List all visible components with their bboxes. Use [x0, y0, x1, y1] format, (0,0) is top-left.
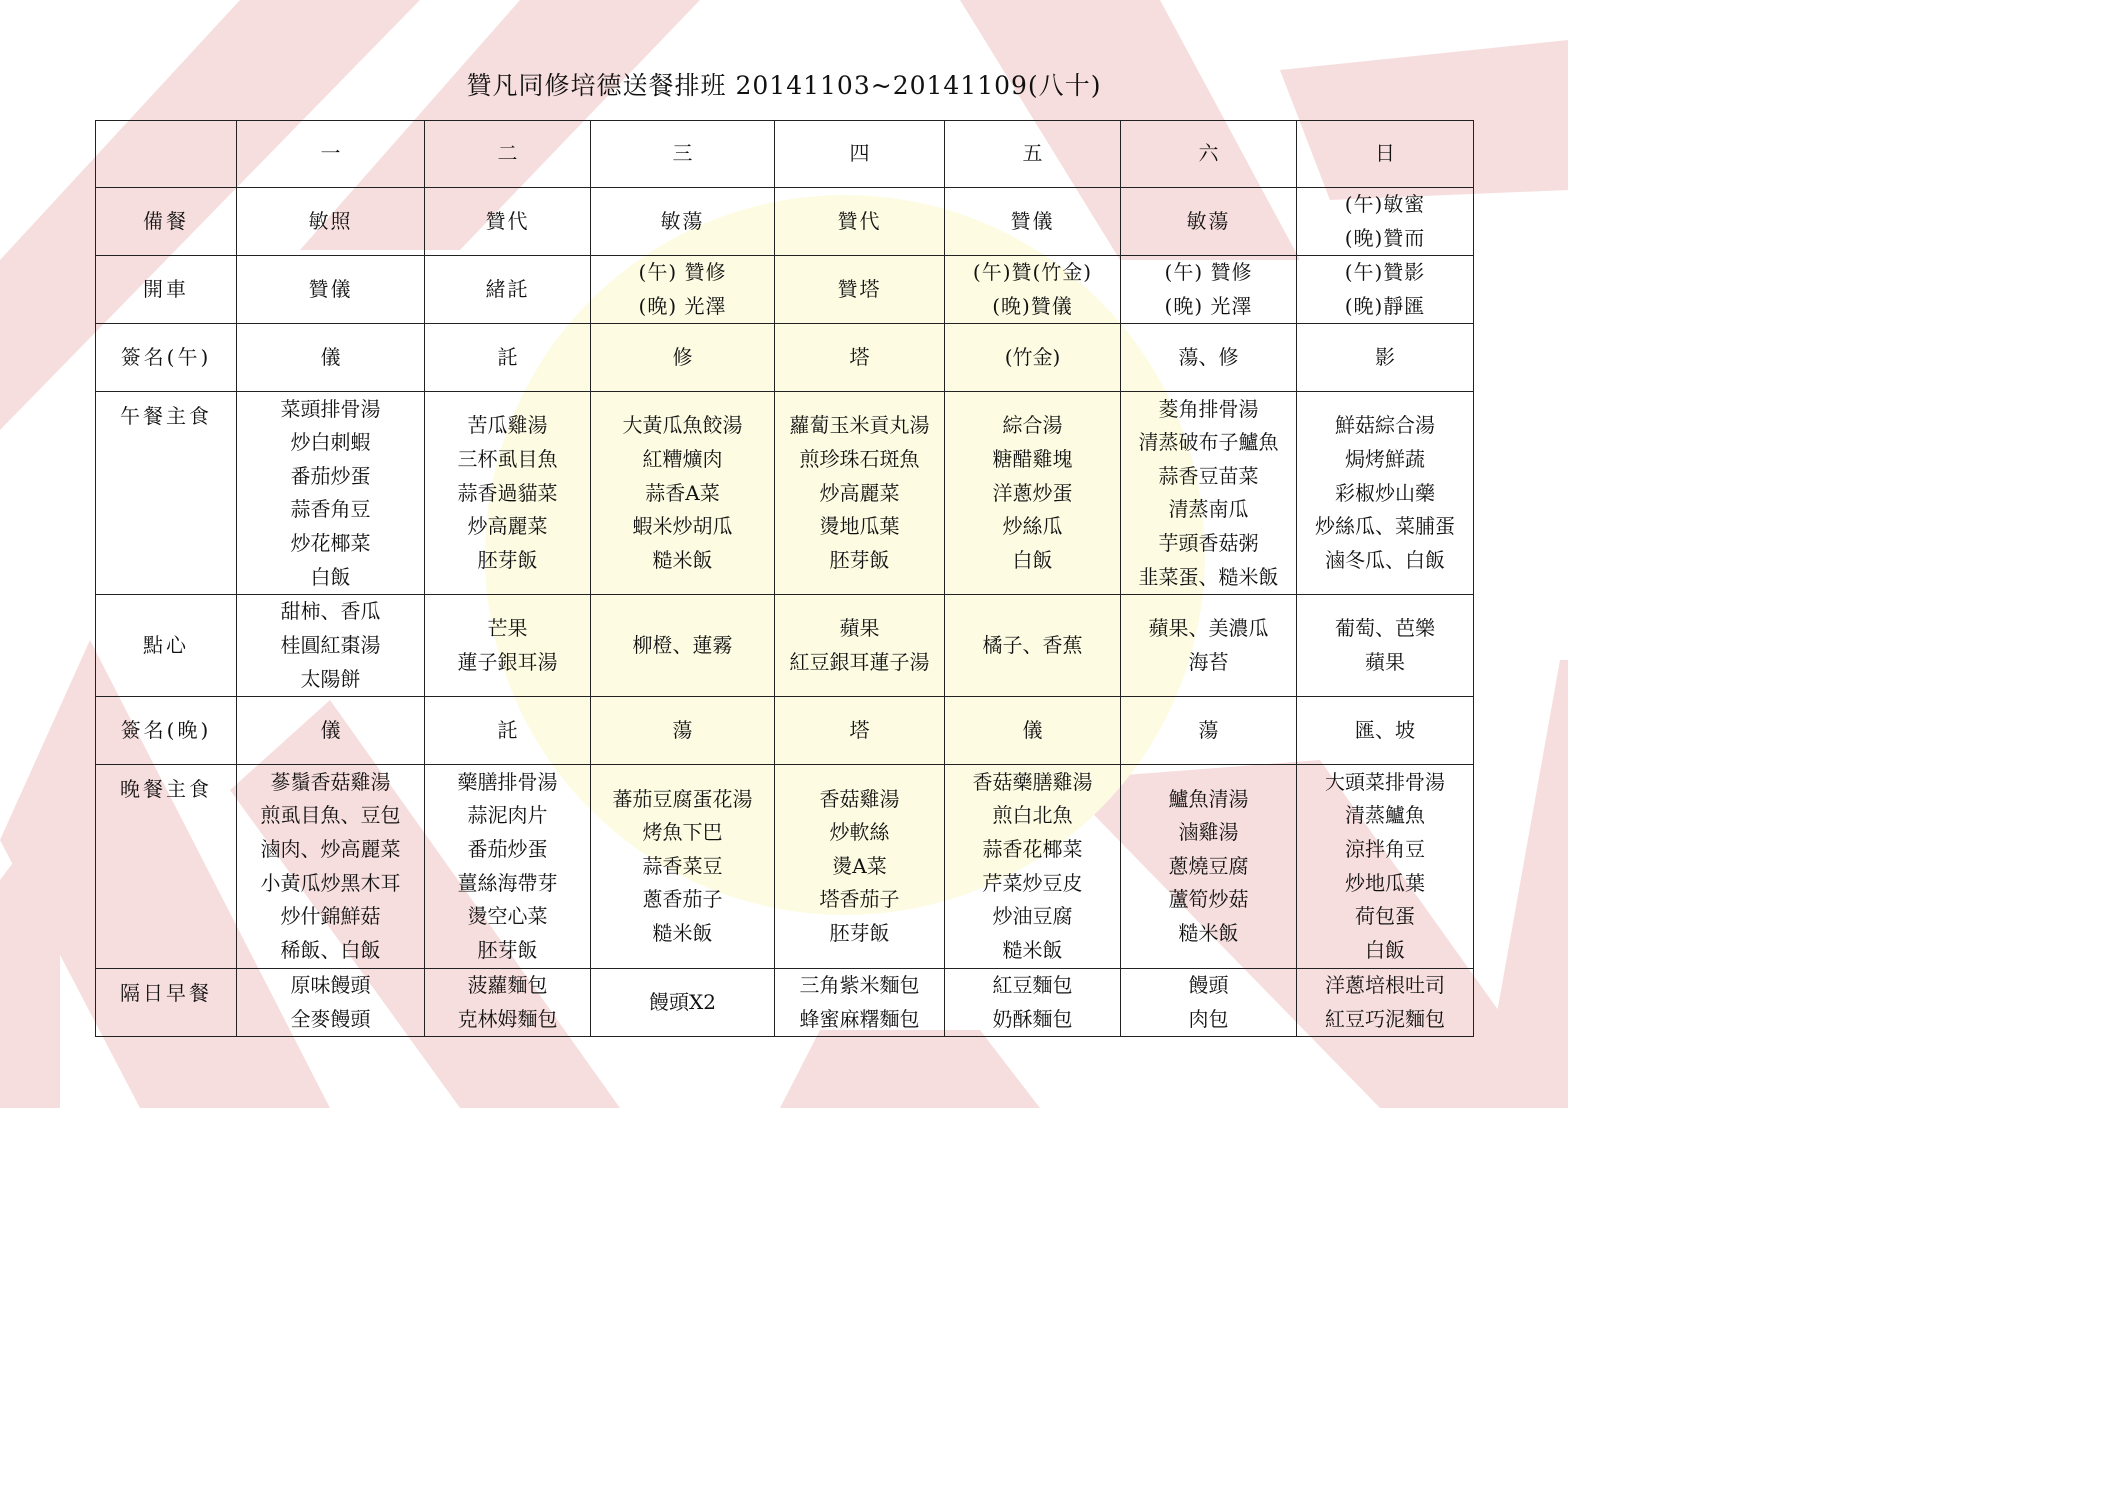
cell-line: (午) 贊修 — [638, 260, 727, 285]
driver-cell-fri — [945, 256, 1121, 324]
cell-line: 蕩 — [1198, 717, 1219, 742]
lunch-main-cell-mon — [237, 392, 425, 595]
dinner-main-cell-sun — [1297, 765, 1474, 969]
next-breakfast-cell-fri — [945, 969, 1121, 1037]
driver-cell-tue — [425, 256, 591, 324]
cell-line: 蒜香菜豆 — [642, 853, 723, 878]
cell-line: 贊塔 — [837, 276, 882, 301]
cell-line: 香菇雞湯 — [819, 786, 900, 811]
cell-line: 克林姆麵包 — [457, 1006, 558, 1031]
cell-line: 炒高麗菜 — [819, 480, 900, 505]
cell-line: 燙地瓜葉 — [819, 514, 900, 539]
cell-line: 洋蔥培根吐司 — [1325, 973, 1445, 998]
prep-cell-tue — [425, 188, 591, 256]
dinner-main-row — [96, 765, 1474, 969]
day-header-thu: 四 — [775, 121, 945, 188]
cell-line: 糙米飯 — [1002, 937, 1063, 962]
cell-line: 炒油豆腐 — [992, 904, 1073, 929]
lunch-main-cell-tue — [425, 392, 591, 595]
cell-line: 燙空心菜 — [467, 904, 548, 929]
snack-cell-tue — [425, 595, 591, 697]
cell-line: 滷肉、炒高麗菜 — [260, 837, 401, 862]
cell-line: 藥膳排骨湯 — [457, 769, 558, 794]
cell-line: 芹菜炒豆皮 — [982, 870, 1083, 895]
cell-line: 糖醋雞塊 — [992, 446, 1073, 471]
cell-line: 炒什錦鮮菇 — [280, 904, 381, 929]
prep-row — [96, 188, 1474, 256]
snack-cell-sun — [1297, 595, 1474, 697]
day-header-mon: 一 — [237, 121, 425, 188]
dinner-sign-cell-wed — [591, 697, 775, 765]
cell-line: 全麥饅頭 — [290, 1006, 371, 1031]
cell-line: 蘆筍炒菇 — [1168, 887, 1249, 912]
driver-cell-sat — [1121, 256, 1297, 324]
cell-line: 煎虱目魚、豆包 — [260, 803, 401, 828]
cell-line: 塔 — [849, 345, 870, 370]
cell-line: 敏蕩 — [1186, 208, 1231, 233]
dinner-sign-row — [96, 697, 1474, 765]
snack-cell-thu — [775, 595, 945, 697]
cell-line: 清蒸破布子鱸魚 — [1138, 430, 1279, 455]
cell-line: 彩椒炒山藥 — [1335, 480, 1435, 505]
cell-line: 蘿蔔玉米貢丸湯 — [789, 413, 930, 438]
lunch-sign-row — [96, 324, 1474, 392]
cell-line: 葡萄、芭樂 — [1335, 616, 1435, 641]
next-breakfast-cell-sun — [1297, 969, 1474, 1037]
cell-line: 烤魚下巴 — [642, 820, 723, 845]
driver-cell-thu — [775, 256, 945, 324]
cell-line: 炒絲瓜、菜脯蛋 — [1315, 514, 1455, 539]
prep-cell-wed — [591, 188, 775, 256]
lunch-main-cell-thu — [775, 392, 945, 595]
dinner-sign-cell-sun — [1297, 697, 1474, 765]
cell-line: 白飯 — [1012, 547, 1053, 572]
cell-line: 敏蕩 — [660, 208, 705, 233]
row-label-lunch-sign: 簽名(午) — [96, 324, 237, 392]
cell-line: 蔥燒豆腐 — [1168, 853, 1249, 878]
dinner-main-cell-mon — [237, 765, 425, 969]
cell-line: 修 — [672, 345, 693, 370]
lunch-sign-cell-fri — [945, 324, 1121, 392]
lunch-sign-cell-wed — [591, 324, 775, 392]
row-label-next-breakfast: 隔日早餐 — [96, 969, 237, 1037]
cell-line: 小黃瓜炒黑木耳 — [260, 870, 401, 895]
cell-line: 焗烤鮮蔬 — [1345, 446, 1425, 471]
day-header-sat: 六 — [1121, 121, 1297, 188]
dinner-main-cell-tue — [425, 765, 591, 969]
dinner-sign-cell-tue — [425, 697, 591, 765]
cell-line: 蒜香角豆 — [290, 497, 371, 522]
cell-line: 蜂蜜麻糬麵包 — [799, 1006, 920, 1031]
row-label-lunch-main: 午餐主食 — [96, 392, 237, 595]
cell-line: 饅頭X2 — [649, 989, 716, 1014]
lunch-sign-cell-sat — [1121, 324, 1297, 392]
day-header-fri: 五 — [945, 121, 1121, 188]
row-label-prep: 備餐 — [96, 188, 237, 256]
row-label-driver: 開車 — [96, 256, 237, 324]
cell-line: 胚芽飯 — [829, 547, 890, 572]
cell-line: 苦瓜雞湯 — [467, 413, 548, 438]
prep-cell-sun — [1297, 188, 1474, 256]
cell-line: 桂圓紅棗湯 — [280, 632, 381, 657]
cell-line: 紅豆麵包 — [992, 973, 1073, 998]
cell-line: 韭菜蛋、糙米飯 — [1138, 564, 1279, 589]
dinner-main-cell-sat — [1121, 765, 1297, 969]
lunch-main-cell-sun — [1297, 392, 1474, 595]
driver-cell-sun — [1297, 256, 1474, 324]
cell-line: 清蒸南瓜 — [1168, 497, 1249, 522]
cell-line: 儀 — [320, 717, 341, 742]
cell-line: 蒜香A菜 — [645, 480, 720, 505]
cell-line: 蒜泥肉片 — [467, 803, 548, 828]
cell-line: 蓮子銀耳湯 — [457, 649, 558, 674]
lunch-sign-cell-tue — [425, 324, 591, 392]
lunch-main-cell-sat — [1121, 392, 1297, 595]
day-header-sun: 日 — [1297, 121, 1474, 188]
cell-line: 炒地瓜葉 — [1345, 870, 1425, 895]
cell-line: 大頭菜排骨湯 — [1325, 769, 1445, 794]
cell-line: 儀 — [1022, 717, 1043, 742]
cell-line: (晚) 光澤 — [638, 293, 727, 318]
watermark-band — [780, 1030, 1040, 1108]
cell-line: 敏照 — [308, 208, 353, 233]
day-header-tue: 二 — [425, 121, 591, 188]
cell-line: 塔 — [849, 717, 870, 742]
cell-line: 菠蘿麵包 — [467, 973, 548, 998]
cell-line: 原味饅頭 — [290, 973, 371, 998]
lunch-sign-cell-mon — [237, 324, 425, 392]
prep-cell-fri — [945, 188, 1121, 256]
driver-cell-mon — [237, 256, 425, 324]
cell-line: 鮮菇綜合湯 — [1335, 413, 1435, 438]
cell-line: 影 — [1375, 345, 1395, 370]
cell-line: 三杯虱目魚 — [457, 446, 558, 471]
cell-line: 白飯 — [310, 564, 351, 589]
cell-line: 饅頭 — [1188, 973, 1229, 998]
cell-line: 紅豆銀耳蓮子湯 — [789, 649, 930, 674]
snack-cell-wed — [591, 595, 775, 697]
cell-line: 紅豆巧泥麵包 — [1325, 1006, 1445, 1031]
cell-line: 糙米飯 — [652, 921, 713, 946]
cell-line: 蘋果、美濃瓜 — [1148, 616, 1269, 641]
dinner-sign-cell-mon — [237, 697, 425, 765]
cell-line: (午)贊(竹金) — [972, 260, 1093, 285]
cell-line: (竹金) — [1004, 345, 1061, 370]
cell-line: 清蒸鱸魚 — [1345, 803, 1425, 828]
prep-cell-mon — [237, 188, 425, 256]
cell-line: 胚芽飯 — [829, 921, 890, 946]
dinner-main-cell-thu — [775, 765, 945, 969]
row-label-dinner-main: 晚餐主食 — [96, 765, 237, 969]
cell-line: 蔥香茄子 — [642, 887, 723, 912]
cell-line: 炒軟絲 — [829, 820, 890, 845]
schedule-table — [95, 120, 1474, 1037]
cell-line: (午)贊影 — [1344, 260, 1426, 285]
next-breakfast-row — [96, 969, 1474, 1037]
cell-line: 託 — [497, 717, 518, 742]
prep-cell-sat — [1121, 188, 1297, 256]
cell-line: 蘋果 — [839, 616, 880, 641]
dinner-main-cell-wed — [591, 765, 775, 969]
row-label-dinner-sign: 簽名(晚) — [96, 697, 237, 765]
dinner-sign-cell-thu — [775, 697, 945, 765]
cell-line: 白飯 — [1365, 937, 1405, 962]
cell-line: 肉包 — [1188, 1006, 1229, 1031]
cell-line: (晚)靜匯 — [1344, 293, 1426, 318]
cell-line: 煎珍珠石斑魚 — [799, 446, 920, 471]
snack-cell-fri — [945, 595, 1121, 697]
cell-line: 大黃瓜魚餃湯 — [622, 413, 743, 438]
prep-cell-thu — [775, 188, 945, 256]
lunch-sign-cell-sun — [1297, 324, 1474, 392]
cell-line: 荷包蛋 — [1355, 904, 1415, 929]
cell-line: 柳橙、蓮霧 — [632, 632, 733, 657]
cell-line: 緒託 — [485, 276, 530, 301]
cell-line: 蔘鬚香菇雞湯 — [270, 769, 391, 794]
cell-line: 菱角排骨湯 — [1158, 396, 1259, 421]
cell-line: (午)敏蜜 — [1344, 192, 1426, 216]
cell-line: (晚) 光澤 — [1164, 293, 1253, 318]
cell-line: 炒花椰菜 — [290, 530, 371, 555]
cell-line: 洋蔥炒蛋 — [992, 480, 1073, 505]
cell-line: 蒜香豆苗菜 — [1158, 463, 1259, 488]
snack-row — [96, 595, 1474, 697]
snack-cell-mon — [237, 595, 425, 697]
cell-line: 滷冬瓜、白飯 — [1325, 547, 1445, 572]
cell-line: 番茄炒蛋 — [467, 837, 548, 862]
day-header-wed: 三 — [591, 121, 775, 188]
cell-line: 芋頭香菇粥 — [1158, 530, 1259, 555]
cell-line: 匯、坡 — [1355, 717, 1415, 742]
cell-line: 蝦米炒胡瓜 — [632, 514, 733, 539]
watermark-band — [1480, 660, 1568, 1108]
cell-line: 炒高麗菜 — [467, 514, 548, 539]
cell-line: 贊代 — [485, 208, 530, 233]
cell-line: 炒白刺蝦 — [290, 430, 371, 455]
cell-line: 紅糟爌肉 — [642, 446, 723, 471]
lunch-main-row — [96, 392, 1474, 595]
row-label-snack: 點心 — [96, 595, 237, 697]
corner-cell — [96, 121, 237, 188]
cell-line: 炒絲瓜 — [1002, 514, 1063, 539]
cell-line: 蕃茄豆腐蛋花湯 — [612, 786, 753, 811]
next-breakfast-cell-mon — [237, 969, 425, 1037]
cell-line: 芒果 — [487, 616, 528, 641]
snack-cell-sat — [1121, 595, 1297, 697]
header-row — [96, 121, 1474, 188]
cell-line: 糙米飯 — [652, 547, 713, 572]
lunch-main-cell-fri — [945, 392, 1121, 595]
cell-line: 海苔 — [1188, 649, 1229, 674]
cell-line: 鱸魚清湯 — [1168, 786, 1249, 811]
cell-line: (晚)贊而 — [1344, 225, 1426, 250]
cell-line: (午) 贊修 — [1164, 260, 1253, 285]
cell-line: 三角紫米麵包 — [799, 973, 920, 998]
next-breakfast-cell-wed — [591, 969, 775, 1037]
cell-line: 香菇藥膳雞湯 — [972, 769, 1093, 794]
next-breakfast-cell-thu — [775, 969, 945, 1037]
cell-line: 蘋果 — [1365, 649, 1405, 674]
cell-line: 燙A菜 — [832, 853, 887, 878]
cell-line: 橘子、香蕉 — [982, 632, 1083, 657]
cell-line: 蒜香過貓菜 — [457, 480, 558, 505]
cell-line: 塔香茄子 — [819, 887, 900, 912]
cell-line: 太陽餅 — [300, 666, 361, 691]
dinner-sign-cell-sat — [1121, 697, 1297, 765]
cell-line: 涼拌角豆 — [1345, 837, 1425, 862]
cell-line: 煎白北魚 — [992, 803, 1073, 828]
cell-line: 託 — [497, 345, 518, 370]
lunch-sign-cell-thu — [775, 324, 945, 392]
cell-line: 稀飯、白飯 — [280, 937, 381, 962]
cell-line: 薑絲海帶芽 — [457, 870, 558, 895]
page-title: 贊凡同修培德送餐排班 20141103~20141109(八十) — [466, 71, 1102, 100]
cell-line: 胚芽飯 — [477, 547, 538, 572]
dinner-sign-cell-fri — [945, 697, 1121, 765]
next-breakfast-cell-tue — [425, 969, 591, 1037]
cell-line: 番茄炒蛋 — [290, 463, 371, 488]
cell-line: 蕩 — [672, 717, 693, 742]
cell-line: (晚)贊儀 — [992, 293, 1073, 318]
cell-line: 蒜香花椰菜 — [982, 837, 1083, 862]
driver-row — [96, 256, 1474, 324]
cell-line: 糙米飯 — [1178, 921, 1239, 946]
cell-line: 綜合湯 — [1002, 413, 1063, 438]
cell-line: 甜柿、香瓜 — [280, 599, 381, 624]
cell-line: 胚芽飯 — [477, 937, 538, 962]
next-breakfast-cell-sat — [1121, 969, 1297, 1037]
cell-line: 儀 — [320, 345, 341, 370]
dinner-main-cell-fri — [945, 765, 1121, 969]
cell-line: 贊代 — [837, 208, 882, 233]
cell-line: 蕩、修 — [1178, 345, 1239, 370]
cell-line: 菜頭排骨湯 — [280, 396, 381, 421]
cell-line: 贊儀 — [308, 276, 353, 301]
cell-line: 滷雞湯 — [1178, 820, 1239, 845]
cell-line: 奶酥麵包 — [992, 1006, 1073, 1031]
cell-line: 贊儀 — [1010, 208, 1055, 233]
lunch-main-cell-wed — [591, 392, 775, 595]
driver-cell-wed — [591, 256, 775, 324]
